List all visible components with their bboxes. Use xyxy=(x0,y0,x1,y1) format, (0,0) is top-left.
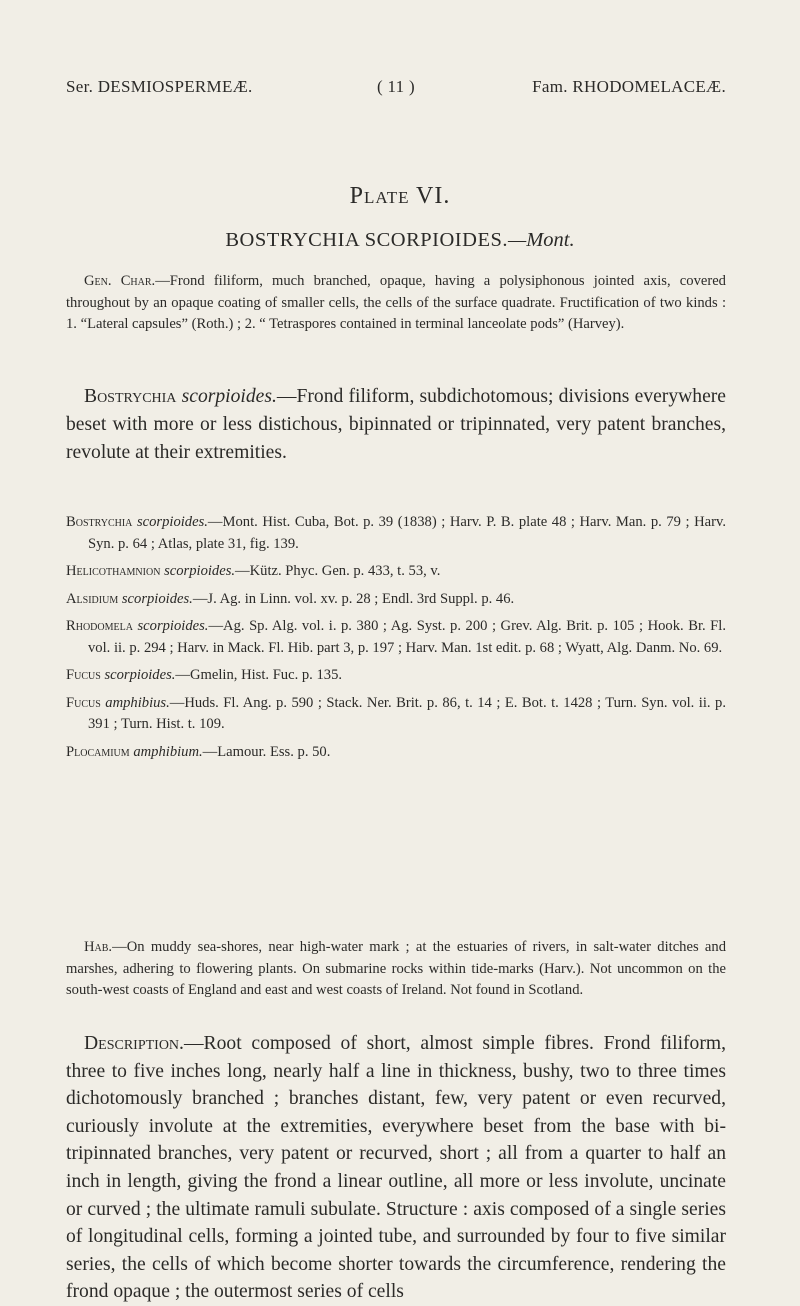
synonym-species: scorpioides. xyxy=(136,514,208,530)
page-number: ( 11 ) xyxy=(377,77,415,96)
synonym-reference: —Mont. Hist. Cuba, Bot. p. 39 (1838) ; Harv. P. B. plate 48 ; Harv. Man. p. 79 ; Harv. Syn. p. 64 ; Atlas, plate 31, fig. 139. xyxy=(88,514,726,552)
synonym-reference: —Gmelin, Hist. Fuc. p. 135. xyxy=(175,667,343,683)
habitat-text: —On muddy sea-shores, near high-water mark ; at the estuaries of rivers, in salt-water ditches and marshes, adhering to flowering plants. On submarine rocks within tide-marks (Harv.). Not uncommon on the south-west coasts of England and east and west coasts of Ireland. Not found in Scotland. xyxy=(66,939,726,998)
diagnosis-genus: Bostrychia xyxy=(84,386,177,407)
synonym-species: scorpioides. xyxy=(104,667,176,683)
running-header xyxy=(66,77,726,101)
generic-character xyxy=(66,271,726,336)
species-title xyxy=(0,229,800,252)
habitat-label: Hab. xyxy=(84,939,113,955)
synonym-reference: —Huds. Fl. Ang. p. 590 ; Stack. Ner. Brit. p. 86, t. 14 ; E. Bot. t. 1428 ; Turn. Syn. vol. ii. p. 391 ; Turn. Hist. t. 109. xyxy=(88,694,726,732)
synonym-entry xyxy=(66,693,726,736)
header-family: Fam. RHODOMELACEÆ. xyxy=(532,77,726,96)
synonym-genus: Fucus xyxy=(66,667,101,683)
synonym-entry xyxy=(66,589,726,611)
synonym-genus: Fucus xyxy=(66,694,101,711)
description xyxy=(66,1030,726,1306)
synonym-species: scorpioides. xyxy=(164,563,236,579)
synonym-species: amphibius. xyxy=(105,694,170,711)
synonym-species: scorpioides. xyxy=(137,618,209,634)
synonym-genus: Rhodomela xyxy=(66,618,133,634)
synonym-reference: —Lamour. Ess. p. 50. xyxy=(202,743,331,760)
plate-title: Plate VI. xyxy=(349,183,451,209)
synonym-genus: Helicothamnion xyxy=(66,563,161,579)
synonym-reference: —Kütz. Phyc. Gen. p. 433, t. 53, v. xyxy=(235,563,441,579)
diagnosis-text: —Frond filiform, subdichotomous; divisions everywhere beset with more or less distichous, bipinnated or tripinnated, very patent branches, revolute at their extremities. xyxy=(66,386,726,463)
synonym-genus: Alsidium xyxy=(66,590,119,607)
synonymy-list xyxy=(66,512,726,769)
habitat xyxy=(66,937,726,1002)
description-label: Description. xyxy=(84,1033,184,1054)
synonym-genus: Bostrychia xyxy=(66,514,133,530)
description-text: —Root composed of short, almost simple fibres. Frond filiform, three to five inches long, nearly half a line in thickness, bushy, two to three times dichotomously branched ; branches distant, few, very patent or even recurved, curiously involute at the extremities, everywhere beset from the base with bi-tripinnated branches, very patent or recurved, short ; all from a quarter to half an inch in length, giving the frond a linear outline, all more or less involute, uncinate or curved ; the ultimate ramuli subulate. Structure : axis composed of a single series of longitudinal cells, forming a jointed tube, and surrounded by four to five similar series, the cells of which become shorter towards the circumference, rendering the frond opaque ; the outermost series of cells xyxy=(66,1033,726,1303)
synonym-reference: —J. Ag. in Linn. vol. xv. p. 28 ; Endl. 3rd Suppl. p. 46. xyxy=(192,590,515,607)
synonym-entry xyxy=(66,512,726,555)
specific-diagnosis xyxy=(66,383,726,467)
synonym-entry xyxy=(66,742,726,764)
synonym-entry xyxy=(66,665,726,687)
synonym-entry xyxy=(66,561,726,583)
species-name: BOSTRYCHIA SCORPIOIDES. xyxy=(225,229,508,251)
synonym-reference: —Ag. Sp. Alg. vol. i. p. 380 ; Ag. Syst. p. 200 ; Grev. Alg. Brit. p. 105 ; Hook. Br. Fl. vol. ii. p. 294 ; Harv. in Mack. Fl. Hib. part 3, p. 197 ; Harv. Man. 1st edit. p. 68 ; Wyatt, Alg. Danm. No. 69. xyxy=(88,618,726,656)
diagnosis-species: scorpioides. xyxy=(181,386,277,407)
gen-char-text: —Frond filiform, much branched, opaque, having a polysiphonous jointed axis, covered throughout by an opaque coating of smaller cells, the cells of the surface quadrate. Fructification of two kinds : 1. “Lateral capsules” (Roth.) ; 2. “ Tetraspores contained in terminal lanceolate pods” (Harvey). xyxy=(66,273,726,332)
header-series: Ser. DESMIOSPERMEÆ. xyxy=(66,77,253,96)
synonym-genus: Plocamium xyxy=(66,743,130,760)
gen-char-label: Gen. Char. xyxy=(84,273,156,289)
synonym-species: amphibium. xyxy=(133,743,203,760)
synonym-entry xyxy=(66,616,726,659)
synonym-species: scorpioides. xyxy=(121,590,193,607)
species-author: —Mont. xyxy=(508,229,575,251)
